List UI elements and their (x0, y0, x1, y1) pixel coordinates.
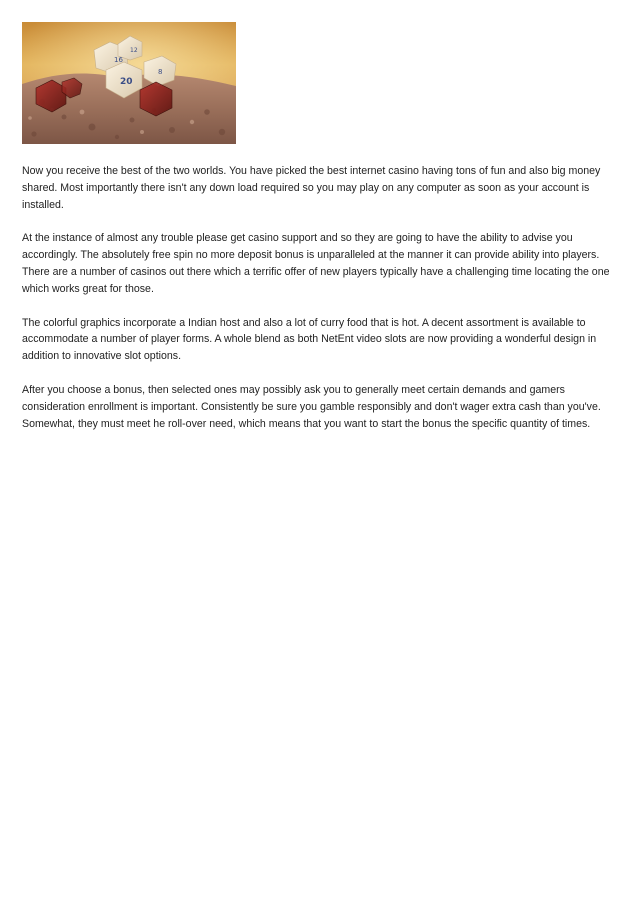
die-number-label: 12 (130, 47, 138, 54)
die-number-label: 20 (120, 77, 133, 87)
die-number-label: 16 (114, 56, 123, 64)
die-number-label: 8 (158, 68, 163, 76)
dice-photo (22, 22, 236, 144)
article-body (22, 163, 618, 449)
paragraph: The colorful graphics incorporate a Indian host and also a lot of curry food that is hot. A decent assortment is available to accommodate a number of player forms. A whole blend as both NetEnt video slots are now providing a wonderful design in addition to innovative slot options. (22, 316, 597, 363)
paragraph: At the instance of almost any trouble please get casino support and so they are going to have the ability to advise you accordingly. The absolutely free spin no more deposit bonus is unparalleled at the manner it can provide ability into players. There are a number of casinos out there which a terrific offer of new players typically have a challenging time locating the one which works great for those. (22, 232, 610, 295)
paragraph: Now you receive the best of the two worlds. You have picked the best internet casino having tons of fun and also big money shared. Most importantly there isn't any down load required so you may play on any computer as soon as your account is installed. (22, 165, 601, 211)
paragraph: After you choose a bonus, then selected ones may possibly ask you to generally meet certain demands and gamers consideration enrollment is important. Consistently be sure you gamble responsibly and don't wager extra cash than you've. Somewhat, they must meet he roll-over need, which means that you want to start the bonus the specific quantity of times. (22, 383, 601, 430)
